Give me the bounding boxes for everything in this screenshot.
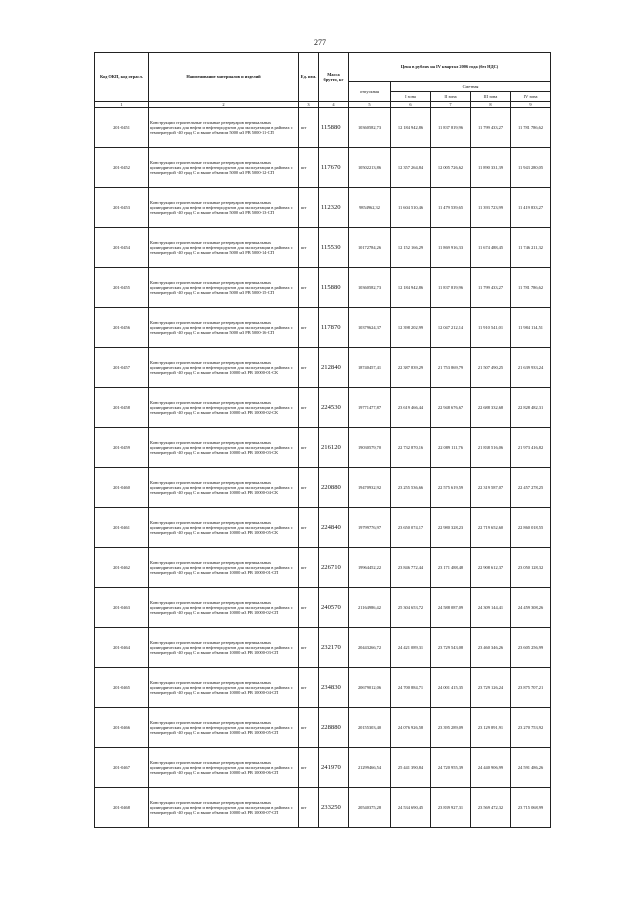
row-zone-1-price: 12 357 264,84 xyxy=(391,148,431,188)
row-zone-2-price: 24 720 955,39 xyxy=(431,748,471,788)
header-zones: Сметная xyxy=(391,82,551,92)
row-zone-4-price: 11 943 280,05 xyxy=(511,148,551,188)
row-code: 201-0451 xyxy=(95,108,149,148)
table-body xyxy=(95,108,551,828)
row-name: Конструкции строительные стальные резервуаров вертикальных цилиндрических для нефти и нефтепродуктов для эксплуатации в районах с температурой -40 град С и выше объемом 10000 м3 РВ 10000-06-СП xyxy=(149,748,299,788)
row-code: 201-0456 xyxy=(95,308,149,348)
row-zone-1-price: 22 387 839,29 xyxy=(391,348,431,388)
row-code: 201-0461 xyxy=(95,508,149,548)
row-name: Конструкции строительные стальные резервуаров вертикальных цилиндрических для нефти и нефтепродуктов для эксплуатации в районах с температурой -40 град С и выше объемом 5000 м3 РВ 5000-14-СП xyxy=(149,228,299,268)
col-number: 3 xyxy=(299,102,319,108)
row-zone-4-price: 23 270 753,92 xyxy=(511,708,551,748)
row-zone-2-price: 22 575 619,59 xyxy=(431,468,471,508)
row-mass: 117670 xyxy=(319,148,349,188)
row-zone-4-price: 21 639 933,24 xyxy=(511,348,551,388)
row-name: Конструкции строительные стальные резервуаров вертикальных цилиндрических для нефти и нефтепродуктов для эксплуатации в районах с температурой -40 град С и выше объемом 5000 м3 РВ 5000-15-СП xyxy=(149,268,299,308)
row-mass: 216120 xyxy=(319,428,349,468)
row-unit: шт xyxy=(299,428,319,468)
col-number: 7 xyxy=(431,102,471,108)
row-zone-3-price: 23 569 472,32 xyxy=(471,788,511,828)
row-unit: шт xyxy=(299,628,319,668)
table-row xyxy=(95,468,551,508)
row-mass: 224530 xyxy=(319,388,349,428)
col-number: 9 xyxy=(511,102,551,108)
row-unit: шт xyxy=(299,788,319,828)
row-name: Конструкции строительные стальные резервуаров вертикальных цилиндрических для нефти и нефтепродуктов для эксплуатации в районах с температурой -40 град С и выше объемом 10000 м3 РВ 10000-01-СК xyxy=(149,348,299,388)
row-zone-2-price: 22 980 328,23 xyxy=(431,508,471,548)
row-code: 201-0463 xyxy=(95,588,149,628)
row-code: 201-0462 xyxy=(95,548,149,588)
page-number: 277 xyxy=(314,38,326,47)
col-number: 2 xyxy=(149,102,299,108)
row-zone-3-price: 22 719 652,60 xyxy=(471,508,511,548)
row-mass: 115880 xyxy=(319,268,349,308)
row-release-price: 10360582,73 xyxy=(349,268,391,308)
table-row xyxy=(95,588,551,628)
row-code: 201-0455 xyxy=(95,268,149,308)
row-zone-4-price: 11 984 114,51 xyxy=(511,308,551,348)
row-unit: шт xyxy=(299,748,319,788)
row-code: 201-0466 xyxy=(95,708,149,748)
row-release-price: 20540375,28 xyxy=(349,788,391,828)
row-zone-4-price: 11 781 786,62 xyxy=(511,108,551,148)
row-name: Конструкции строительные стальные резервуаров вертикальных цилиндрических для нефти и нефтепродуктов для эксплуатации в районах с температурой -40 град С и выше объемом 10000 м3 РВ 10000-01-СП xyxy=(149,548,299,588)
row-unit: шт xyxy=(299,108,319,148)
row-mass: 226710 xyxy=(319,548,349,588)
row-zone-3-price: 23 460 346,26 xyxy=(471,628,511,668)
row-name: Конструкции строительные стальные резервуаров вертикальных цилиндрических для нефти и нефтепродуктов для эксплуатации в районах с температурой -40 град С и выше объемом 10000 м3 РВ 10000-02-СП xyxy=(149,588,299,628)
row-zone-4-price: 21 973 416,82 xyxy=(511,428,551,468)
row-unit: шт xyxy=(299,388,319,428)
row-unit: шт xyxy=(299,348,319,388)
row-zone-4-price: 24 591 486,26 xyxy=(511,748,551,788)
header-zone-1: I зона xyxy=(391,92,431,102)
row-release-price: 19030579,70 xyxy=(349,428,391,468)
row-zone-3-price: 11 674 488,45 xyxy=(471,228,511,268)
row-zone-1-price: 23 619 466,44 xyxy=(391,388,431,428)
row-name: Конструкции строительные стальные резервуаров вертикальных цилиндрических для нефти и нефтепродуктов для эксплуатации в районах с температурой -40 град С и выше объемом 10000 м3 РВ 10000-05-СП xyxy=(149,708,299,748)
row-zone-2-price: 23 171 488,48 xyxy=(431,548,471,588)
row-name: Конструкции строительные стальные резервуаров вертикальных цилиндрических для нефти и нефтепродуктов для эксплуатации в районах с температурой -40 град С и выше объемом 5000 м3 РВ 5000-11-СП xyxy=(149,108,299,148)
row-zone-2-price: 23 729 543,08 xyxy=(431,628,471,668)
row-unit: шт xyxy=(299,148,319,188)
row-mass: 115530 xyxy=(319,228,349,268)
row-zone-4-price: 22 457 278,25 xyxy=(511,468,551,508)
row-code: 201-0465 xyxy=(95,668,149,708)
row-zone-3-price: 23 729 126,24 xyxy=(471,668,511,708)
row-mass: 117870 xyxy=(319,308,349,348)
row-release-price: 10360582,73 xyxy=(349,108,391,148)
row-zone-4-price: 22 828 482,31 xyxy=(511,388,551,428)
table-row xyxy=(95,108,551,148)
row-code: 201-0460 xyxy=(95,468,149,508)
row-release-price: 20443266,72 xyxy=(349,628,391,668)
row-unit: шт xyxy=(299,668,319,708)
row-name: Конструкции строительные стальные резервуаров вертикальных цилиндрических для нефти и нефтепродуктов для эксплуатации в районах с температурой -40 град С и выше объемом 10000 м3 РВ 10000-04-СК xyxy=(149,468,299,508)
row-zone-3-price: 24 440 906,99 xyxy=(471,748,511,788)
row-unit: шт xyxy=(299,268,319,308)
row-zone-1-price: 12 184 942,86 xyxy=(391,108,431,148)
row-release-price: 10379624,37 xyxy=(349,308,391,348)
row-zone-2-price: 22 089 111,76 xyxy=(431,428,471,468)
header-price-release: отпускная xyxy=(349,82,391,102)
table-row xyxy=(95,388,551,428)
row-mass: 241970 xyxy=(319,748,349,788)
row-zone-1-price: 12 184 942,86 xyxy=(391,268,431,308)
row-zone-4-price: 11 419 833,27 xyxy=(511,188,551,228)
row-name: Конструкции строительные стальные резервуаров вертикальных цилиндрических для нефти и нефтепродуктов для эксплуатации в районах с температурой -40 град С и выше объемом 5000 м3 РВ 5000-16-СП xyxy=(149,308,299,348)
row-zone-2-price: 21 753 869,79 xyxy=(431,348,471,388)
col-number: 1 xyxy=(95,102,149,108)
row-zone-4-price: 23 875 707,21 xyxy=(511,668,551,708)
row-release-price: 20155303,40 xyxy=(349,708,391,748)
row-unit: шт xyxy=(299,708,319,748)
row-code: 201-0457 xyxy=(95,348,149,388)
row-zone-2-price: 12 047 212,14 xyxy=(431,308,471,348)
row-code: 201-0458 xyxy=(95,388,149,428)
table-row xyxy=(95,348,551,388)
row-zone-1-price: 22 732 870,16 xyxy=(391,428,431,468)
row-zone-3-price: 21 507 490,25 xyxy=(471,348,511,388)
row-zone-4-price: 24 459 308,26 xyxy=(511,588,551,628)
row-code: 201-0452 xyxy=(95,148,149,188)
row-mass: 234830 xyxy=(319,668,349,708)
row-name: Конструкции строительные стальные резервуаров вертикальных цилиндрических для нефти и нефтепродуктов для эксплуатации в районах с температурой -40 град С и выше объемом 10000 м3 РВ 10000-02-СК xyxy=(149,388,299,428)
row-name: Конструкции строительные стальные резервуаров вертикальных цилиндрических для нефти и нефтепродуктов для эксплуатации в районах с температурой -40 град С и выше объемом 10000 м3 РВ 10000-03-СП xyxy=(149,628,299,668)
row-zone-1-price: 24 076 926,58 xyxy=(391,708,431,748)
col-number: 5 xyxy=(349,102,391,108)
row-zone-1-price: 24 534 690,45 xyxy=(391,788,431,828)
row-zone-1-price: 23 255 536,66 xyxy=(391,468,431,508)
row-zone-3-price: 11 890 331,39 xyxy=(471,148,511,188)
header-zone-2: II зона xyxy=(431,92,471,102)
table-row xyxy=(95,708,551,748)
row-zone-1-price: 11 604 510,46 xyxy=(391,188,431,228)
table-row xyxy=(95,188,551,228)
row-unit: шт xyxy=(299,508,319,548)
row-code: 201-0464 xyxy=(95,628,149,668)
row-release-price: 19799776,97 xyxy=(349,508,391,548)
col-number: 8 xyxy=(471,102,511,108)
row-code: 201-0467 xyxy=(95,748,149,788)
row-zone-2-price: 12 005 726,62 xyxy=(431,148,471,188)
row-code: 201-0468 xyxy=(95,788,149,828)
row-zone-4-price: 23 605 256,99 xyxy=(511,628,551,668)
row-zone-2-price: 24 588 087,09 xyxy=(431,588,471,628)
row-unit: шт xyxy=(299,188,319,228)
row-release-price: 19771477,87 xyxy=(349,388,391,428)
row-zone-3-price: 11 799 433,27 xyxy=(471,108,511,148)
row-zone-3-price: 22 908 612,37 xyxy=(471,548,511,588)
row-zone-1-price: 24 700 884,71 xyxy=(391,668,431,708)
row-code: 201-0453 xyxy=(95,188,149,228)
row-unit: шт xyxy=(299,468,319,508)
header-zone-4: IV зона xyxy=(511,92,551,102)
row-zone-3-price: 21 838 516,06 xyxy=(471,428,511,468)
row-name: Конструкции строительные стальные резервуаров вертикальных цилиндрических для нефти и нефтепродуктов для эксплуатации в районах с температурой -40 град С и выше объемом 10000 м3 РВ 10000-03-СК xyxy=(149,428,299,468)
row-zone-4-price: 22 860 018,55 xyxy=(511,508,551,548)
row-unit: шт xyxy=(299,588,319,628)
table-row xyxy=(95,788,551,828)
row-release-price: 18740457,41 xyxy=(349,348,391,388)
table-row xyxy=(95,308,551,348)
row-mass: 212840 xyxy=(319,348,349,388)
row-unit: шт xyxy=(299,228,319,268)
row-zone-3-price: 22 688 332,68 xyxy=(471,388,511,428)
row-zone-2-price: 11 837 819,96 xyxy=(431,268,471,308)
row-zone-2-price: 23 839 927,31 xyxy=(431,788,471,828)
row-name: Конструкции строительные стальные резервуаров вертикальных цилиндрических для нефти и нефтепродуктов для эксплуатации в районах с температурой -40 град С и выше объемом 10000 м3 РВ 10000-05-СК xyxy=(149,508,299,548)
row-mass: 112320 xyxy=(319,188,349,228)
row-mass: 232170 xyxy=(319,628,349,668)
row-zone-1-price: 24 421 089,31 xyxy=(391,628,431,668)
row-name: Конструкции строительные стальные резервуаров вертикальных цилиндрических для нефти и нефтепродуктов для эксплуатации в районах с температурой -40 град С и выше объемом 10000 м3 РВ 10000-04-СП xyxy=(149,668,299,708)
row-zone-4-price: 11 781 786,62 xyxy=(511,268,551,308)
row-zone-3-price: 22 319 587,07 xyxy=(471,468,511,508)
header-name: Наименование материалов и изделий xyxy=(149,53,299,102)
table-row xyxy=(95,228,551,268)
row-mass: 233250 xyxy=(319,788,349,828)
row-name: Конструкции строительные стальные резервуаров вертикальных цилиндрических для нефти и нефтепродуктов для эксплуатации в районах с температурой -40 град С и выше объемом 5000 м3 РВ 5000-13-СП xyxy=(149,188,299,228)
table-row xyxy=(95,428,551,468)
row-name: Конструкции строительные стальные резервуаров вертикальных цилиндрических для нефти и нефтепродуктов для эксплуатации в районах с температурой -40 град С и выше объемом 10000 м3 РВ 10000-07-СП xyxy=(149,788,299,828)
row-zone-2-price: 24 001 415,35 xyxy=(431,668,471,708)
row-release-price: 21164986,42 xyxy=(349,588,391,628)
header-unit: Ед. изм. xyxy=(299,53,319,102)
row-release-price: 10172784,26 xyxy=(349,228,391,268)
table-row xyxy=(95,748,551,788)
row-zone-3-price: 24 309 144,41 xyxy=(471,588,511,628)
row-zone-3-price: 11 799 433,27 xyxy=(471,268,511,308)
row-zone-1-price: 25 304 653,72 xyxy=(391,588,431,628)
header-price: Цена в рублях на IV квартал 2006 года (без НДС) xyxy=(349,53,551,82)
row-zone-3-price: 11 393 723,99 xyxy=(471,188,511,228)
row-code: 201-0454 xyxy=(95,228,149,268)
row-mass: 228880 xyxy=(319,708,349,748)
row-zone-4-price: 23 715 068,99 xyxy=(511,788,551,828)
row-zone-1-price: 23 650 074,17 xyxy=(391,508,431,548)
row-zone-1-price: 12 152 166,29 xyxy=(391,228,431,268)
header-zone-3: III зона xyxy=(471,92,511,102)
row-release-price: 10502213,86 xyxy=(349,148,391,188)
header-code: Код ОКП, код отрасл. xyxy=(95,53,149,102)
row-unit: шт xyxy=(299,308,319,348)
table-row xyxy=(95,628,551,668)
row-zone-2-price: 11 837 819,96 xyxy=(431,108,471,148)
price-table xyxy=(94,52,551,828)
row-zone-3-price: 23 129 891,91 xyxy=(471,708,511,748)
table-header xyxy=(95,53,551,108)
table-row xyxy=(95,508,551,548)
row-mass: 115880 xyxy=(319,108,349,148)
row-zone-1-price: 25 441 390,84 xyxy=(391,748,431,788)
row-code: 201-0459 xyxy=(95,428,149,468)
row-unit: шт xyxy=(299,548,319,588)
row-zone-4-price: 23 050 128,32 xyxy=(511,548,551,588)
row-mass: 224840 xyxy=(319,508,349,548)
row-zone-1-price: 12 398 202,99 xyxy=(391,308,431,348)
col-number: 4 xyxy=(319,102,349,108)
row-zone-4-price: 11 746 211,32 xyxy=(511,228,551,268)
row-zone-3-price: 11 910 541,01 xyxy=(471,308,511,348)
row-mass: 220880 xyxy=(319,468,349,508)
row-zone-2-price: 22 948 676,67 xyxy=(431,388,471,428)
table-row xyxy=(95,548,551,588)
row-release-price: 21299466,54 xyxy=(349,748,391,788)
row-zone-1-price: 23 846 772,44 xyxy=(391,548,431,588)
table-row xyxy=(95,268,551,308)
header-mass: Масса брутто, кг xyxy=(319,53,349,102)
row-release-price: 9854962,32 xyxy=(349,188,391,228)
row-name: Конструкции строительные стальные резервуаров вертикальных цилиндрических для нефти и нефтепродуктов для эксплуатации в районах с температурой -40 град С и выше объемом 5000 м3 РВ 5000-12-СП xyxy=(149,148,299,188)
row-zone-2-price: 11 869 916,33 xyxy=(431,228,471,268)
table-row xyxy=(95,668,551,708)
row-zone-2-price: 11 479 539,65 xyxy=(431,188,471,228)
table-row xyxy=(95,148,551,188)
row-release-price: 19470932,92 xyxy=(349,468,391,508)
col-number: 6 xyxy=(391,102,431,108)
row-mass: 240570 xyxy=(319,588,349,628)
row-release-price: 20679012,06 xyxy=(349,668,391,708)
row-zone-2-price: 23 395 289,09 xyxy=(431,708,471,748)
row-release-price: 19964452,22 xyxy=(349,548,391,588)
